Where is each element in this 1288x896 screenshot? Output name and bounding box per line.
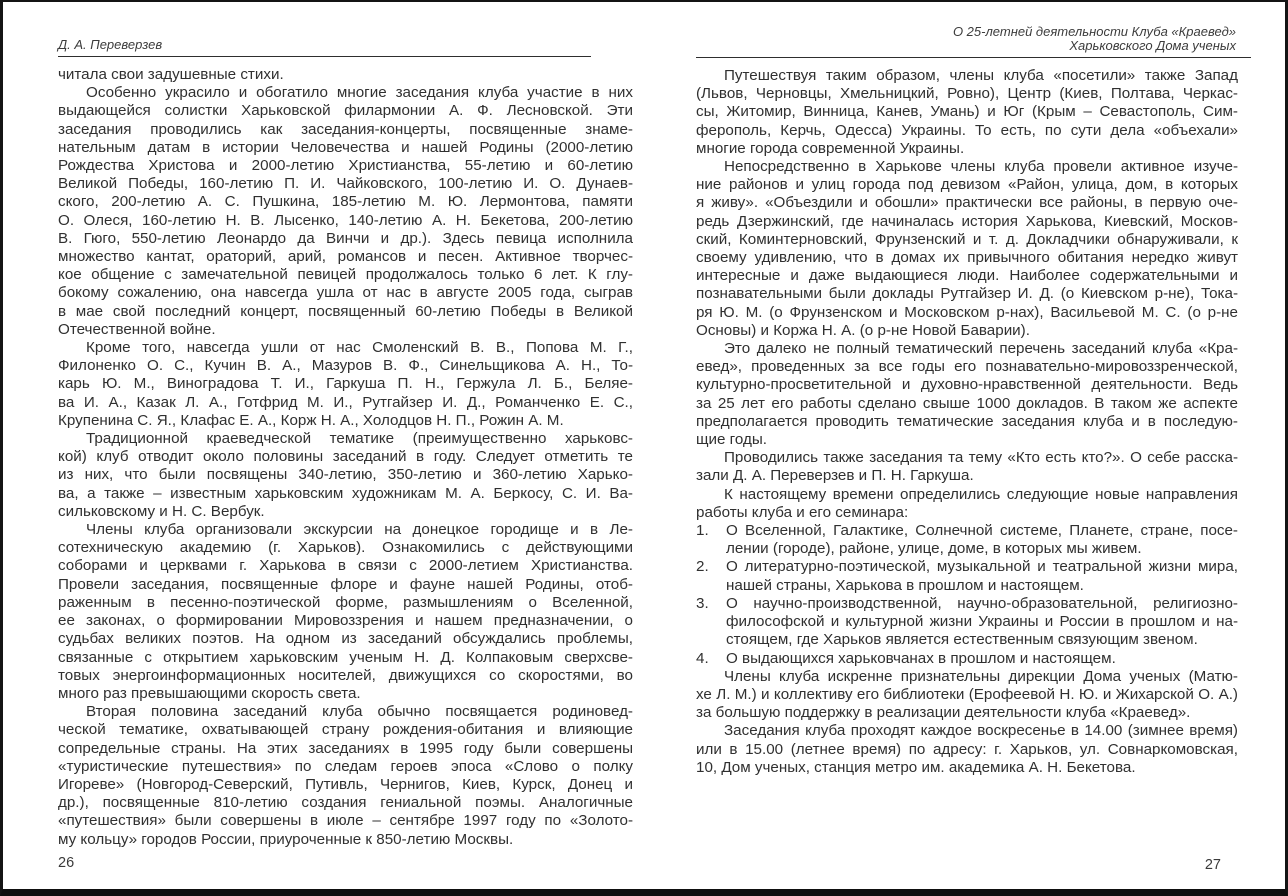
text-line: (Львов, Черновцы, Хмельницкий, Ровно), Центр (Киев, Полтава, Черкас- [696, 85, 1238, 103]
paragraph [58, 430, 633, 521]
list-text: О научно-производственной, научно-образовательной, религиозно- [726, 594, 1238, 612]
text-line: многие города современной Украины. [696, 139, 965, 157]
text-line: сы, Житомир, Винница, Канев, Умань) и Юг (Крым – Севастополь, Сим- [696, 103, 1238, 121]
page-right [696, 2, 1251, 873]
text-line: Заседания клуба проходят каждое воскресенье в 14.00 (зимнее время) [724, 722, 1238, 740]
text-line: соборами и церквами г. Харькова в связи с 2000-летием Христианства. [58, 557, 633, 575]
text-line: др.), посвященные 810-летию создания гениальной поэмы. Аналогичные [58, 794, 633, 812]
text-line: Проводились также заседания та тему «Кто есть кто?». О себе расска- [724, 449, 1238, 467]
text-line [696, 558, 1238, 576]
paragraph [696, 449, 1238, 485]
text-line: своему удивлению, что в домах их привычного обитания нередко живут [696, 249, 1238, 267]
text-line: судьбах великих поэтов. На одном из заседаний обсуждались проблемы, [58, 630, 633, 648]
list-item [696, 595, 1238, 650]
paragraph [58, 66, 633, 84]
paragraph [696, 486, 1238, 522]
text-line: «туристические путешествия» по следам героев эпоса «Слово о полку [58, 757, 633, 775]
text-line: раженным в песенно-поэтической форме, размышлениям о Вселенной, [58, 593, 633, 611]
left-running-header-text: Д. А. Переверзев [58, 37, 163, 52]
right-running-header-line1: О 25-летней деятельности Клуба «Краевед» [952, 24, 1236, 39]
paragraph [696, 722, 1238, 777]
text-line: Кроме того, навсегда ушли от нас Смоленский В. В., Попова М. Г., [86, 339, 633, 357]
text-line: О. Олеся, 160-летию Н. В. Лысенко, 140-летию А. Н. Бекетова, 200-летию [58, 211, 633, 229]
text-line: связанные с открытием харьковским ученым Н. Д. Колпаковым сверхсве- [58, 648, 633, 666]
paragraph [58, 84, 633, 339]
list-item [696, 558, 1238, 594]
text-line: много раз превышающими скорость света. [58, 684, 361, 702]
text-line [696, 595, 1238, 613]
paragraph [58, 703, 633, 849]
text-line: кой) клуб отводит около половины заседаний в году. Следует отметить те [58, 448, 633, 466]
text-line: «путешествия» были совершены в июле – сентябре 1997 году по «Золото- [58, 812, 633, 830]
text-line: Провели заседания, посвященные флоре и фауне нашей Родины, отоб- [58, 575, 633, 593]
text-line [696, 650, 1238, 668]
text-line: ферополь, Керчь, Одесса) Украины. То есть, по сути дела «объехали» [696, 121, 1238, 139]
text-line: предполагается проводить тематические заседания клуба и в последую- [696, 412, 1238, 430]
text-line: работы клуба и его семинара: [696, 503, 909, 521]
paragraph [696, 340, 1238, 449]
text-line: за 25 лет его работы сделано свыше 1000 докладов. В таком же аспекте [696, 394, 1238, 412]
text-line: выдающейся солистки Харьковской филармонии А. Ф. Лесновской. Эти [58, 102, 633, 120]
text-line: в мае свой последний концерт, посвященный 60-летию Победы в Великой [58, 302, 633, 320]
left-page-body [58, 66, 633, 849]
list-text: О литературно-поэтической, музыкальной и театральной жизни мира, [726, 558, 1238, 576]
text-line: Рождества Христова и 2000-летию Христианства, 55-летию и 60-летию [58, 157, 633, 175]
text-line: евед», проведенных за все годы его познавательно-мировоззренческой, [696, 358, 1238, 376]
text-line: К настоящему времени определились следующие новые направления [724, 485, 1238, 503]
text-line: сильковскому и Н. С. Вербук. [58, 502, 265, 520]
text-line: нательным датам в истории Человечества и нашей Родины (2000-летию [58, 138, 633, 156]
text-line: товых энергоинформационных носителей, движущихся со скоростями, во [58, 666, 633, 684]
text-line: стоящем, где Харьков является естественным связующим звеном. [726, 631, 1198, 649]
text-line: Путешествуя таким образом, члены клуба «посетили» также Запад [724, 67, 1238, 84]
text-line: множество кантат, ораторий, арий, романсов и песен. Активное творчес- [58, 248, 633, 266]
text-line: Основы) и Коржа Н. А. (о р-не Новой Баварии). [696, 321, 1030, 339]
text-line: кое общение с замечательной певицей продолжалось только 6 лет. К глу- [58, 266, 633, 284]
text-line [696, 522, 1238, 540]
list-item [696, 522, 1238, 558]
text-line: В. Гюго, 550-летию Леонардо да Винчи и др.). Здесь певица исполнила [58, 229, 633, 247]
text-line: 10, Дом ученых, станция метро им. академика А. Н. Бекетова. [696, 758, 1136, 776]
text-line: за большую поддержку в реализации деятельности клуба «Краевед». [696, 704, 1191, 722]
list-number: 2. [696, 558, 709, 576]
text-line: карь Ю. М., Виноградова Т. И., Гаркуша П. Н., Гержула Л. Б., Беляе- [58, 375, 633, 393]
right-running-header [696, 25, 1251, 58]
list-text: О Вселенной, Галактике, Солнечной системе, Планете, стране, посе- [726, 522, 1238, 540]
right-page-body [696, 67, 1238, 777]
right-running-header-line2: Харьковского Дома ученых [1069, 38, 1236, 53]
text-line: Вторая половина заседаний клуба обычно посвящается родиновед- [86, 703, 633, 721]
text-line: интересные и даже выдающиеся люди. Наиболее содержательными и [696, 267, 1238, 285]
text-line: лении (городе), районе, улице, доме, в которых мы живем. [726, 540, 1142, 558]
text-line: Члены клуба организовали экскурсии на донецкое городище и в Ле- [86, 521, 633, 539]
text-line: му кольцу» городов России, приуроченные к 850-летию Москвы. [58, 830, 514, 848]
text-line: ние районов и улиц города под девизом «Район, улица, дом, в которых [696, 176, 1238, 194]
list-number: 1. [696, 522, 709, 540]
page-left [58, 2, 633, 871]
text-line: бокому сожалению, она навсегда ушла от нас в августе 2005 года, сыграв [58, 284, 633, 302]
text-line: щие годы. [696, 431, 767, 449]
text-line: Филоненко О. С., Кучин В. А., Мазуров В. Ф., Синельщикова А. Н., То- [58, 357, 633, 375]
paragraph [696, 668, 1238, 723]
text-line: ский, Коминтерновский, Фрунзенский и т. д. Докладчики обнаруживали, к [696, 230, 1238, 248]
text-line: ва, а также – известным харьковским художникам М. А. Беркосу, С. И. Ва- [58, 484, 633, 502]
paragraph [696, 158, 1238, 340]
list-number: 3. [696, 594, 709, 612]
text-line: Непосредственно в Харькове члены клуба провели активное изуче- [724, 158, 1238, 176]
text-line: зали Д. А. Переверзев и П. Н. Гаркуша. [696, 467, 974, 485]
list-number: 4. [696, 649, 709, 667]
text-line: философской и культурной жизни Украины и России в прошлом и на- [726, 613, 1238, 631]
paragraph [58, 339, 633, 430]
text-line: Это далеко не полный тематический перечень заседаний клуба «Кра- [724, 340, 1238, 358]
text-line: сопредельные страны. На этих заседаниях в 1995 году были совершены [58, 739, 633, 757]
text-line: хе Л. М.) и коллективу его библиотеки (Ерофеевой Н. Ю. и Жихарской О. А.) [696, 685, 1238, 703]
text-line: познавательными были доклады Рутгайзер И. Д. (о Киевском р-не), Тока- [696, 285, 1238, 303]
text-line: Традиционной краеведческой тематике (преимущественно харьковс- [86, 430, 633, 448]
text-line: ческой тематике, охватывающей страну рождения-обитания и влияющие [58, 721, 633, 739]
text-line: редь Дзержинский, где начиналась история Харькова, Киевский, Москов- [696, 212, 1238, 230]
text-line: ва И. А., Казак Л. А., Готфрид М. И., Рутгайзер И. Д., Романченко Е. С., [58, 393, 633, 411]
text-line: из них, что были посвящены 340-летию, 350-летию и 360-летию Харько- [58, 466, 633, 484]
text-line: Члены клуба искренне признательны дирекции Дома ученых (Матю- [724, 667, 1238, 685]
text-line: ее законах, о формировании Мировоззрения и нашем предназначении, о [58, 612, 633, 630]
page-number-right: 27 [1204, 857, 1221, 873]
text-line: ря Ю. М. (о Фрунзенском и Московском р-нах), Васильевой М. С. (о р-не [696, 303, 1238, 321]
text-line: или в 15.00 (летнее время) по адресу: г. Харьков, ул. Совнаркомовская, [696, 740, 1238, 758]
text-line: Великой Победы, 160-летию П. И. Чайковского, 100-летию И. О. Дунаев- [58, 175, 633, 193]
page-number-left: 26 [58, 855, 75, 871]
left-running-header [58, 38, 591, 57]
text-line: заседания проводились как заседания-концерты, посвященные знаме- [58, 120, 633, 138]
text-line: Крупенина С. Я., Клафас Е. А., Корж Н. А., Холодцов Н. П., Рожин А. М. [58, 411, 564, 429]
list-item [696, 650, 1238, 668]
text-line: ского, 200-летию А. С. Пушкина, 185-летию М. Ю. Лермонтова, памяти [58, 193, 633, 211]
text-line: читала свои задушевные стихи. [58, 66, 284, 83]
text-line: Отечественной войне. [58, 320, 216, 338]
text-line: Особенно украсило и обогатило многие заседания клуба участие в них [86, 84, 633, 102]
paragraph [696, 67, 1238, 158]
text-line: я живу». «Объездили и обошли» практически все районы, в первую оче- [696, 194, 1238, 212]
paragraph [58, 521, 633, 703]
text-line: Игореве» (Новгород-Северский, Путивль, Чернигов, Киев, Курск, Донец и [58, 775, 633, 793]
text-line: культурно-просветительной и духовно-нравственной деятельности. Ведь [696, 376, 1238, 394]
list-text: О выдающихся харьковчанах в прошлом и настоящем. [726, 649, 1116, 667]
text-line: нашей страны, Харькова в прошлом и настоящем. [726, 576, 1084, 594]
text-line: сотехническую академию (г. Харьков). Ознакомились с действующими [58, 539, 633, 557]
